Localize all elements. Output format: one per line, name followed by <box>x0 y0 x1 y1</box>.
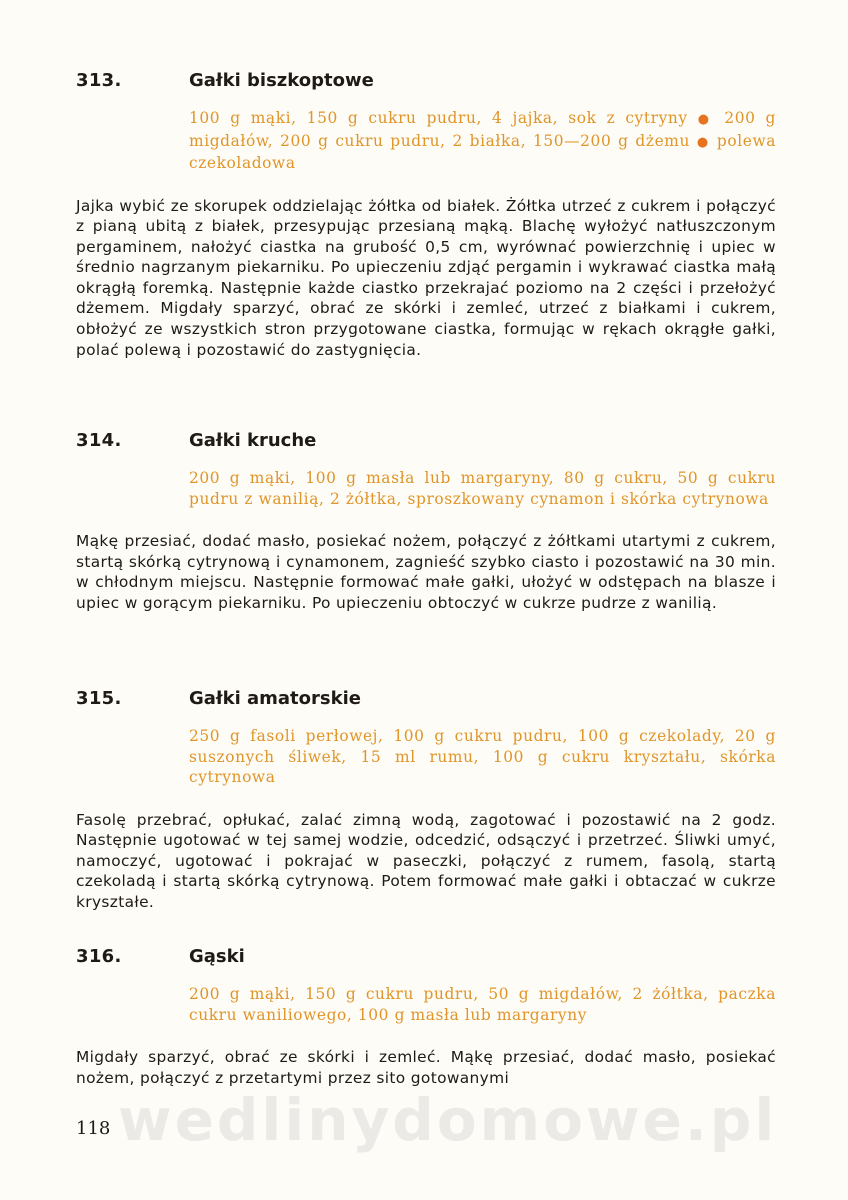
ingredient-group: 200 g migdałów, 200 g cukru pudru, 2 białka, 150—200 g dżemu <box>189 109 777 150</box>
recipe-header <box>76 70 776 100</box>
recipe-number: 316. <box>76 946 122 967</box>
ingredient-group: 100 g mąki, 150 g cukru pudru, 4 jajka, sok z cytryny <box>189 109 688 127</box>
page-number: 118 <box>76 1118 111 1139</box>
recipe-315 <box>76 688 776 912</box>
recipe-title: Gałki amatorskie <box>189 688 361 709</box>
recipe-header <box>76 430 776 460</box>
recipe-313 <box>76 70 776 360</box>
recipe-number: 315. <box>76 688 122 709</box>
bullet-icon: ● <box>696 134 711 150</box>
ingredient-group: 200 g mąki, 150 g cukru pudru, 50 g migdałów, 2 żółtka, paczka cukru waniliowego, 100 g masła lub margaryny <box>189 985 776 1024</box>
recipe-title: Gąski <box>189 946 245 967</box>
watermark: wedlinydomowe.pl <box>118 1086 778 1154</box>
method-text: Migdały sparzyć, obrać ze skórki i zemleć. Mąkę przesiać, dodać masło, posiekać nożem, połączyć z przetartymi przez sito gotowanymi <box>76 1048 776 1087</box>
recipe-title: Gałki biszkoptowe <box>189 70 374 91</box>
recipe-header <box>76 946 776 976</box>
recipe-number: 313. <box>76 70 122 91</box>
ingredients <box>189 468 776 509</box>
bullet-icon: ● <box>697 112 715 127</box>
ingredient-group: 200 g mąki, 100 g masła lub margaryny, 80 g cukru, 50 g cukru pudru z wanilią, 2 żółtka, sproszkowany cynamon i skórka cytrynowa <box>189 469 776 508</box>
method-text: Fasolę przebrać, opłukać, zalać zimną wodą, zagotować i pozostawić na 2 godz. Następnie ugotować w tej samej wodzie, odcedzić, odsączyć i przetrzeć. Śliwki umyć, namoczyć, ugotować i pokrajać w paseczki, połączyć z rumem, fasolą, startą czekoladą i startą skórką cytrynową. Potem formować małe gałki i obtaczać w cukrze kryształe. <box>76 810 776 911</box>
ingredients <box>189 108 776 174</box>
recipe-title: Gałki kruche <box>189 430 317 451</box>
recipe-316 <box>76 946 776 1088</box>
method-text: Mąkę przesiać, dodać masło, posiekać nożem, połączyć z żółtkami utartymi z cukrem, startą skórką cytrynową i cynamonem, zagnieść szybko ciasto i pozostawić na 30 min. w chłodnym miejscu. Następnie formować małe gałki, ułożyć w odstępach na blasze i upiec w gorącym piekarniku. Po upieczeniu obtoczyć w cukrze pudrze z wanilią. <box>76 532 776 612</box>
ingredient-group: polewa czekoladowa <box>189 131 776 172</box>
recipe-number: 314. <box>76 430 122 451</box>
ingredients <box>189 726 776 788</box>
ingredients <box>189 984 776 1025</box>
recipe-314 <box>76 430 776 613</box>
ingredient-group: 250 g fasoli perłowej, 100 g cukru pudru, 100 g czekolady, 20 g suszonych śliwek, 15 ml rumu, 100 g cukru kryształu, skórka cytrynowa <box>189 727 776 786</box>
recipe-header <box>76 688 776 718</box>
method-text: Jajka wybić ze skorupek oddzielając żółtka od białek. Żółtka utrzeć z cukrem i połączyć z pianą ubitą z białek, przesypując przesianą mąką. Blachę wyłożyć natłuszczonym pergaminem, nałożyć ciastka na grubość 0,5 cm, wyrównać powierzchnię i upiec w średnio nagrzanym piekarniku. Po upieczeniu zdjąć pergamin i wykrawać ciastka małą okrągłą foremką. Następnie każde ciastko przekrajać poziomo na 2 części i przełożyć dżemem. Migdały sparzyć, obrać ze skórki i zemleć, utrzeć z białkami i cukrem, obłożyć ze wszystkich stron przygotowane ciastka, formując w rękach okrągłe gałki, polać polewą i pozostawić do zastygnięcia. <box>76 196 776 359</box>
